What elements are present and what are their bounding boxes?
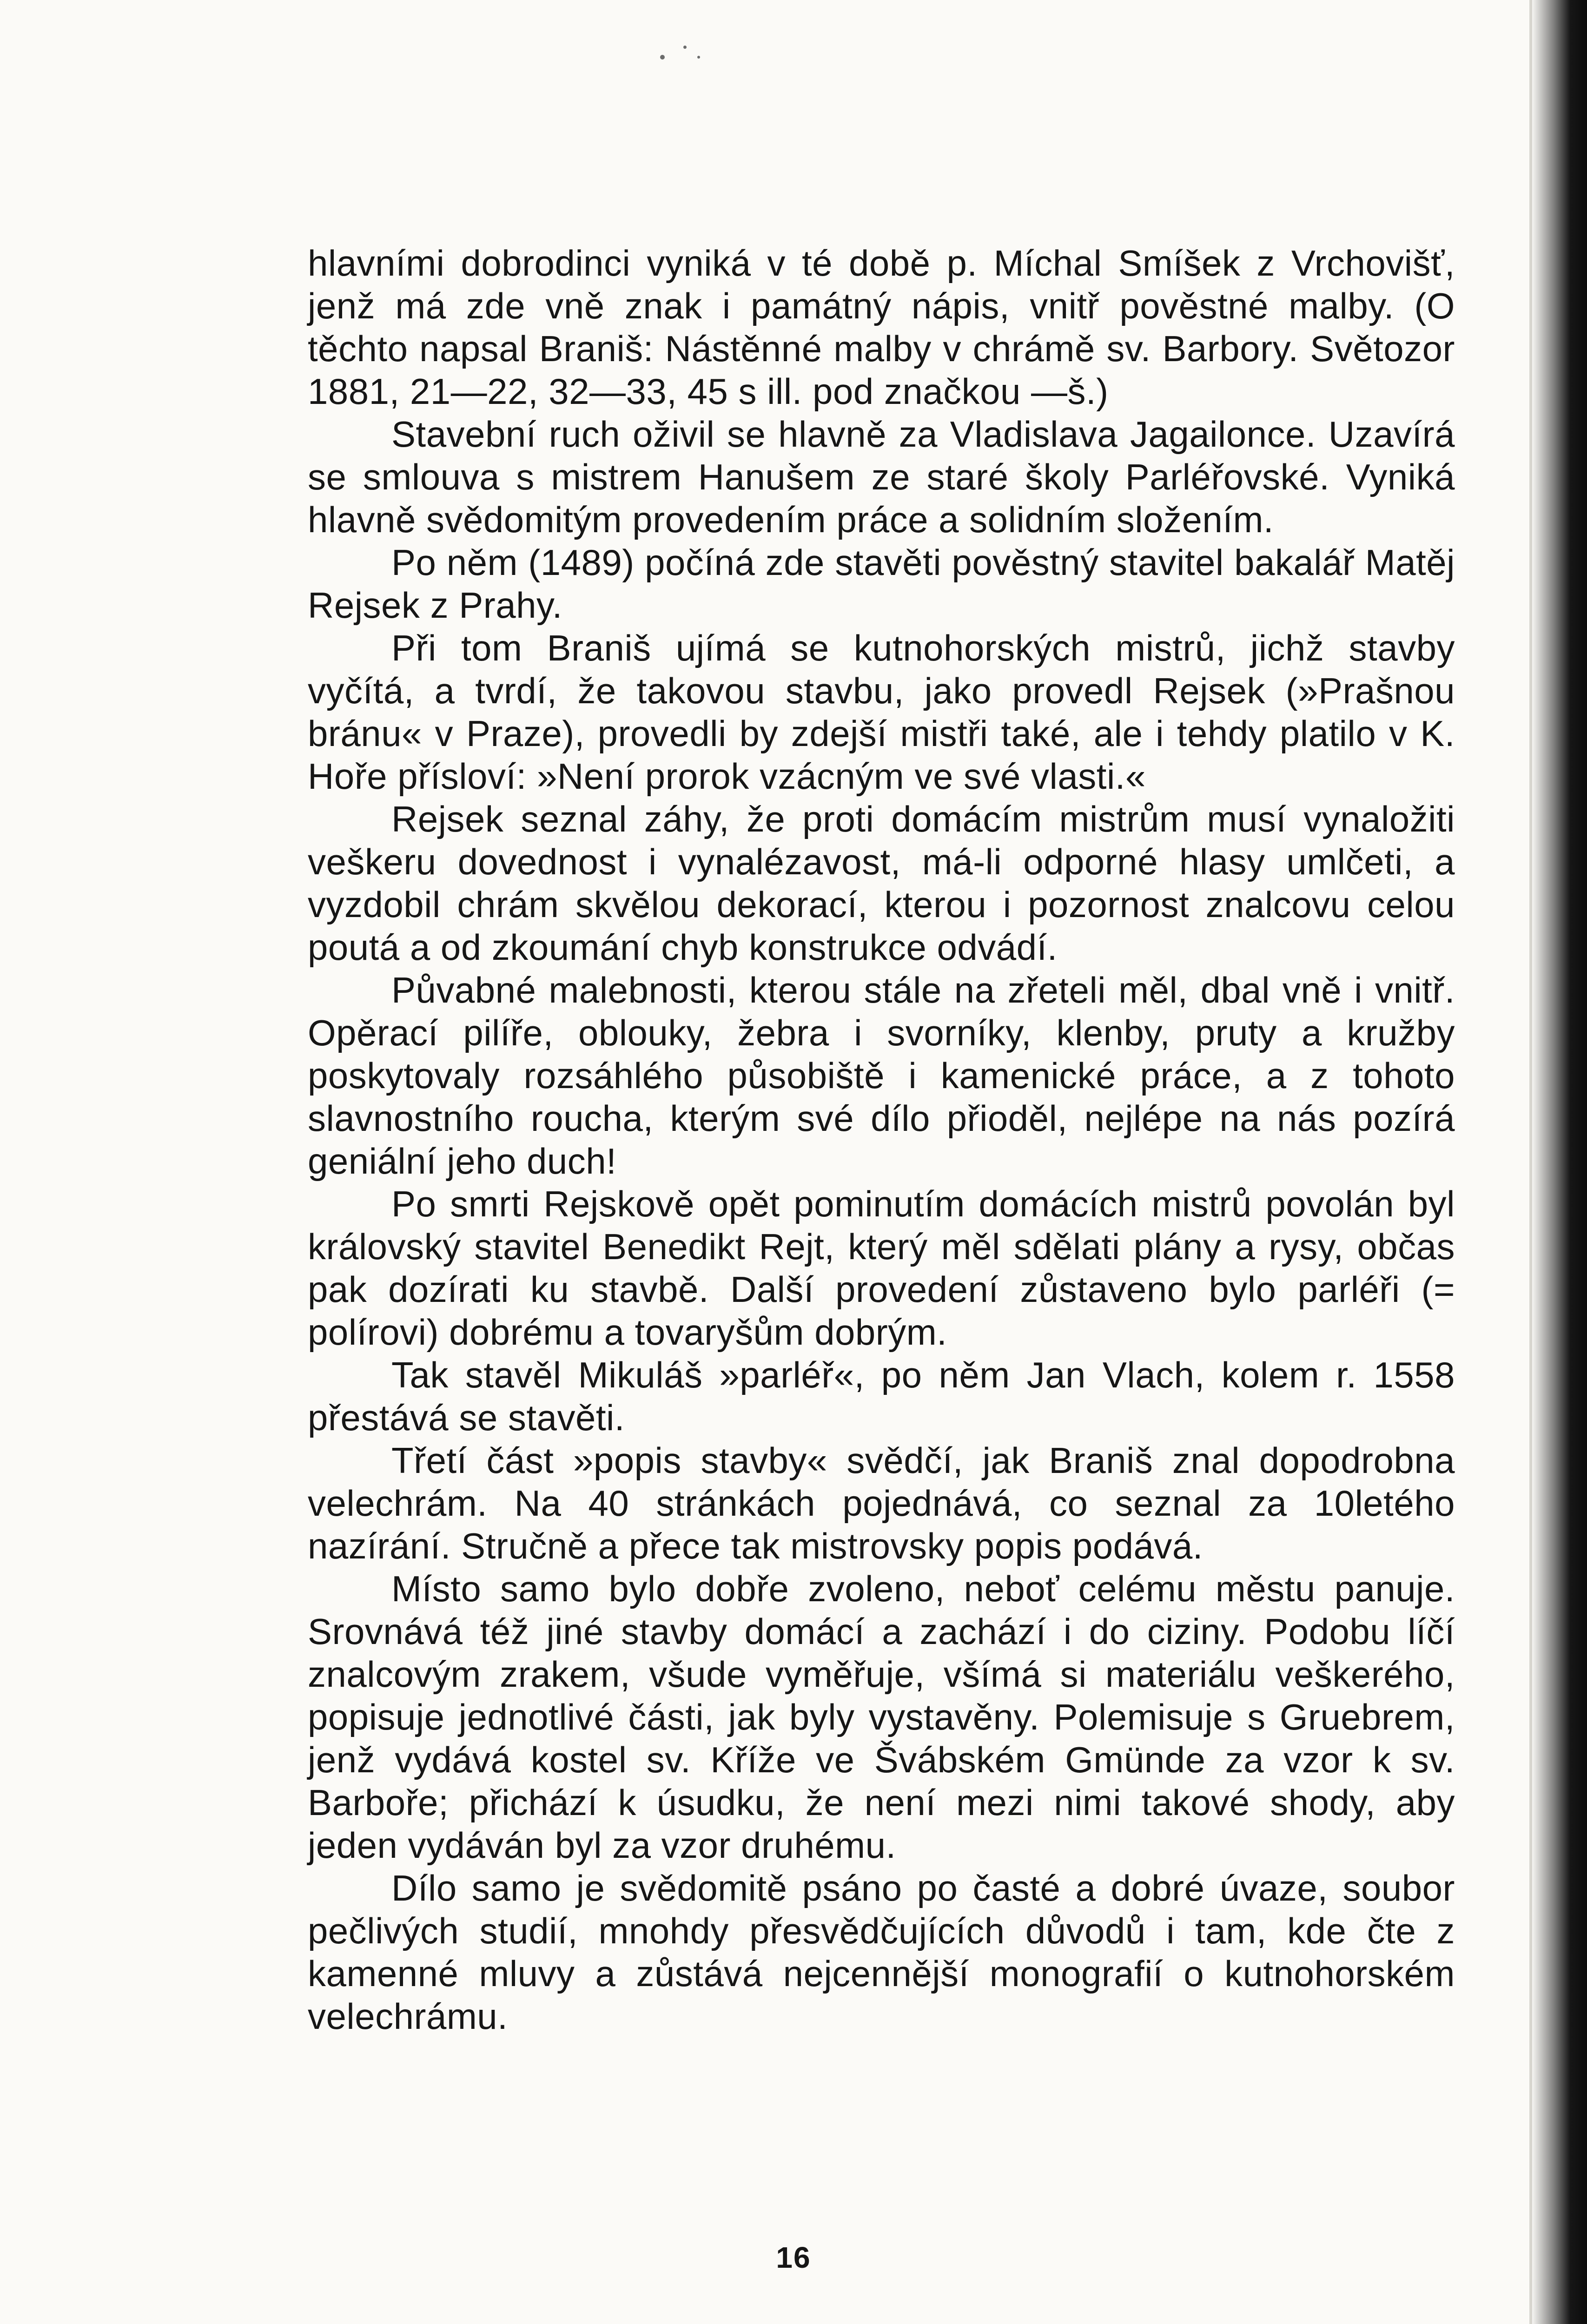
paragraph: Rejsek seznal záhy, že proti domácím mistrům musí vynaložiti veškeru dovednost i vynalézavost, má-li odporné hlasy umlčeti, a vyzdobil chrám skvělou dekorací, kterou i pozornost znalcovu celou poutá a od zkoumání chyb konstrukce odvádí. — [308, 799, 1455, 968]
paragraph: Po smrti Rejskově opět pominutím domácích mistrů povolán byl královský stavitel Benedikt Rejt, který měl sdělati plány a rysy, občas pak dozírati ku stavbě. Další provedení zůstaveno bylo parléři (= polírovi) dobrému a tovaryšům dobrým. — [308, 1183, 1455, 1353]
paragraph: Místo samo bylo dobře zvoleno, neboť celému městu panuje. Srovnává též jiné stavby domácí a zachází i do ciziny. Podobu líčí znalcovým zrakem, všude vyměřuje, všímá si materiálu veškerého, popisuje jednotlivé části, jak byly vystavěny. Polemisuje s Gruebrem, jenž vydává kostel sv. Kříže ve Švábském Gmünde za vzor k sv. Barboře; přichází k úsudku, že není mezi nimi takové shody, aby jeden vydáván byl za vzor druhému. — [308, 1568, 1455, 1866]
page-number: 16 — [776, 2241, 811, 2274]
paragraph: Po něm (1489) počíná zde stavěti pověstný stavitel bakalář Matěj Rejsek z Prahy. — [308, 542, 1455, 626]
scan-speck — [660, 55, 665, 59]
paragraph: Dílo samo je svědomitě psáno po časté a dobré úvaze, soubor pečlivých studií, mnohdy přesvědčujících důvodů i tam, kde čte z kamenné mluvy a zůstává nejcennější monografií o kutnohorském velechrámu. — [308, 1868, 1455, 2037]
body-text — [308, 242, 1455, 2038]
scan-speck — [697, 56, 700, 59]
paragraph: Půvabné malebnosti, kterou stále na zřeteli měl, dbal vně i vnitř. Opěrací pilíře, oblouky, žebra i svorníky, klenby, pruty a kružby poskytovaly rozsáhlého působiště i kamenické práce, a z tohoto slavnostního roucha, kterým své dílo přioděl, nejlépe na nás pozírá geniální jeho duch! — [308, 970, 1455, 1182]
paragraph: Stavební ruch oživil se hlavně za Vladislava Jagailonce. Uzavírá se smlouva s mistrem Hanušem ze staré školy Parléřovské. Vyniká hlavně svědomitým provedením práce a solidním složením. — [308, 414, 1455, 540]
paragraph: Tak stavěl Mikuláš »parléř«, po něm Jan Vlach, kolem r. 1558 přestává se stavěti. — [308, 1354, 1455, 1438]
spine-shadow — [1531, 0, 1587, 2324]
paragraph: Třetí část »popis stavby« svědčí, jak Braniš znal dopodrobna velechrám. Na 40 stránkách pojednává, co seznal za 10letého nazírání. Stručně a přece tak mistrovsky popis podává. — [308, 1440, 1455, 1566]
scan-speck — [683, 46, 687, 49]
paragraph: hlavními dobrodinci vyniká v té době p. Míchal Smíšek z Vrchovišť, jenž má zde vně znak i památný nápis, vnitř pověstné malby. (O těchto napsal Braniš: Nástěnné malby v chrámě sv. Barbory. Světozor 1881, 21—22, 32—33, 45 s ill. pod značkou —š.) — [308, 243, 1455, 412]
paragraph: Při tom Braniš ujímá se kutnohorských mistrů, jichž stavby vyčítá, a tvrdí, že takovou stavbu, jako provedl Rejsek (»Prašnou bránu« v Praze), provedli by zdejší mistři také, ale i tehdy platilo v K. Hoře přísloví: »Není prorok vzácným ve své vlasti.« — [308, 627, 1455, 797]
